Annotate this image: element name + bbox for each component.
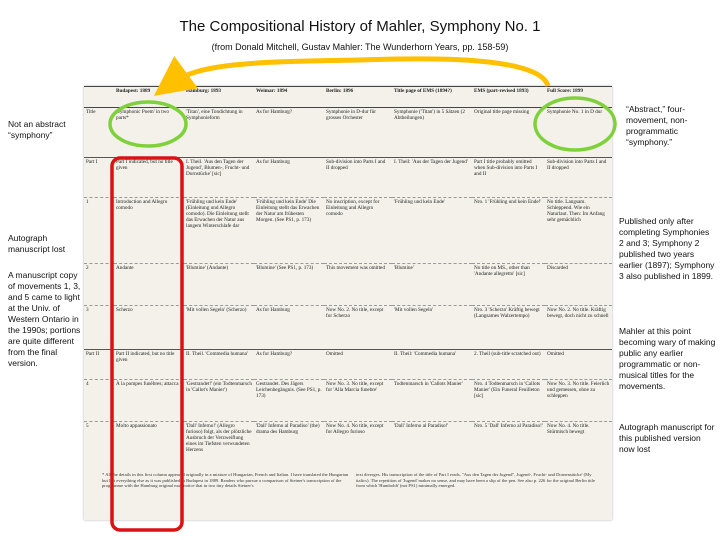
table-cell: Symphonie ('Titan') in 5 Sätzen (2 Abtheilungen) — [394, 109, 465, 121]
table-cell: 'Mit vollen Segeln' — [392, 306, 472, 350]
table-cell: I. Theil: 'Aus der Tagen der Jugend' — [392, 158, 472, 198]
table-cell: Now No. 2. No title. Kräftig bewegt, doch nicht zu schnell — [545, 306, 612, 350]
table-cell: I. Theil. 'Aus den Tagen der Jugend', Blumen-, Frucht- und Dornstücke' [sic] — [184, 158, 254, 198]
note-autograph-lost: Autograph manuscript lost — [8, 233, 66, 254]
page-subtitle: (from Donald Mitchell, Gustav Mahler: The Wunderhorn Years, pp. 158-59) — [211, 42, 509, 52]
header-cell-berlin: Berlin: 1896 — [324, 87, 392, 108]
table-cell: This movement was omitted — [324, 264, 392, 306]
table-cell: Sub-division into Parts I and II dropped — [324, 158, 392, 198]
table-cell: 'Frühling und kein Ende' Die Einleitung stellt das Erwachen der Natur am frühesten Morgen. (See PS1, p. 173) — [254, 198, 324, 264]
table-cell: As for Hamburg — [254, 306, 324, 350]
row-label: Title — [86, 109, 96, 115]
header-cell-title-page: Title page of EMS (1894?) — [392, 87, 472, 108]
table-cell: Nro. 1 'Frühling und kein Ende!' — [472, 198, 545, 264]
table-cell: Nro. 4 Todtenmarsch in 'Callots Manier' (Ein Funeral Feuilleton [sic] — [472, 380, 545, 422]
arrow-curve — [170, 59, 548, 86]
table-cell: 'Dall' Inferno al Paradiso!' — [392, 422, 472, 478]
row-label: Part II — [84, 350, 114, 380]
table-cell: Part I title probably omitted when Sub-division into Parts I and II — [472, 158, 545, 198]
table-cell: As for Hamburg? — [254, 350, 324, 380]
table-cell: Nro. 5 'Dall' Inferno al Paradiso!' — [472, 422, 545, 478]
table-cell: Now No. 4. No title, except for Allegro furioso — [324, 422, 392, 478]
table-cell: 'Dall' Inferno!' (Allegro furioso) folgt, als der plötzliche Ausbruch der Verzweiflung eines im Tiefsten verwundeten Herzens — [184, 422, 254, 478]
table-cell: À la pompes funèbres; attacca — [114, 380, 184, 422]
table-cell: Introduction and Allegro comodo — [114, 198, 184, 264]
header-cell-weimar: Weimar: 1894 — [254, 87, 324, 108]
note-manuscript-copy: A manuscript copy of movements 1, 3, and 5 came to light at the Univ. of Western Ontario in the 1990s; portions are quite different from the final version. — [8, 270, 81, 368]
table-cell: Now No. 2. No title, except for Scherzo — [324, 306, 392, 350]
table-cell: Omitted — [545, 350, 612, 380]
table-cell: Sub-division into Parts I and II dropped — [545, 158, 612, 198]
row-label: 2 — [84, 264, 114, 306]
note-mahler-wary: Mahler at this point becoming wary of making public any earlier programmatic or non-musical titles for the movements. — [619, 326, 716, 391]
table-cell: No title. Langsam. Schleppend. Wie ein Naturlaut. Then: Im Anfang sehr gemächlich — [545, 198, 612, 264]
table-cell: Original title page missing — [474, 109, 530, 115]
table-cell: Part II indicated, but no title given — [114, 350, 184, 380]
table-cell: 'Frühling und kein Ende' (Einleitung und Allegro comodo). Die Einleitung stellt das Erwachen der Natur aus langem Winterschlafe dar — [184, 198, 254, 264]
note-abstract-symphony: “Abstract,” four-movement, non-programmatic “symphony.” — [626, 104, 688, 147]
table-cell: 'Dall' Inferno al Paradiso' (the) drama des Hamburg — [254, 422, 324, 478]
table-cell: 'Mit vollen Segeln' (Scherzo) — [184, 306, 254, 350]
table-cell: II. Theil. 'Commedia humana' — [184, 350, 254, 380]
table-cell: No inscription, except for Einleitung and Allegro comodo — [324, 198, 392, 264]
table-cell: Andante — [114, 264, 184, 306]
table-cell: 2. Theil (sub-title scratched out) — [472, 350, 545, 380]
table-cell: 'Symphonic Poem' in two parts* — [116, 109, 170, 121]
table-cell: Now No. 4. No title. Stürmisch bewegt — [545, 422, 612, 478]
table-cell: No title on MS., other than 'Andante allegretto' [sic] — [472, 264, 545, 306]
table-cell: Gestrandet. Des Jägers Leichenbegängnis. (See PS1, p. 173) — [254, 380, 324, 422]
green-circle-budapest-title — [110, 102, 186, 146]
table-cell: Symphonie in D-dur für grosses Orchester — [326, 109, 376, 121]
page-title: The Compositional History of Mahler, Symphony No. 1 — [179, 18, 541, 35]
note-published-after: Published only after completing Symphonies 2 and 3; Symphony 2 published two years earlier (1897); Symphony 3 also published in 1899. — [619, 216, 715, 281]
table-cell: 'Titan', eine Tondichtung in Symphonieform — [186, 109, 243, 121]
header-cell-full-score: Full Score: 1899 — [545, 87, 612, 108]
table-cell: 'Blumine' — [392, 264, 472, 306]
table-cell: Now No. 3. No title. Feierlich und gemessen, ohne zu schleppen — [545, 380, 612, 422]
note-autograph-now-lost: Autograph manuscript for this published version now lost — [619, 422, 715, 454]
row-label: 3 — [84, 306, 114, 350]
footnote-left: * All the details in this first column appeared originally in a mixture of Hungarian, French and Italian. I have translated the Hungarian but left everything else as it was published in Budapest in 1889. Readers who pursue a comparison of Steiner's transcription of the programme with the Hamburg original may notice that in two tiny details Steiner's — [102, 472, 349, 489]
header-cell-ems: EMS (part-revised 1893) — [472, 87, 545, 108]
table-cell: 'Frühling und kein Ende' — [392, 198, 472, 264]
table-cell: Now No. 3. No title, except for 'Alla Marcia funebre' — [324, 380, 392, 422]
footnote-right: text diverges. His transcription of the title of Part I reads, "Aus den Tagen der Jugend", Jugend-, Frucht- und Dornenstücke' (My italics). The repetition of 'Jugend' makes no sense, and may have been a slip of the pen. See also p. 226 for the original Berlin title from which 'Humboldt' (not PS1) minimally emerged. — [356, 472, 595, 489]
row-label: 1 — [84, 198, 114, 264]
table-cell: II. Theil: 'Commedia humana' — [392, 350, 472, 380]
table-cell: Symphonie No. 1 in D dur — [547, 109, 603, 115]
table-cell: 'Blumine' (Andante) — [184, 264, 254, 306]
table-cell: As for Hamburg — [254, 158, 324, 198]
table-cell: Part I indicated, but no title given — [114, 158, 184, 198]
table-cell: Todtenmarsch in 'Callots Manier' — [392, 380, 472, 422]
table-cell: Discarded — [545, 264, 612, 306]
table-cell: 'Gestrandet!' (ein Todtenmarsch in 'Callot's Manier') — [184, 380, 254, 422]
header-cell-hamburg: Hamburg: 1893 — [184, 87, 254, 108]
header-cell-budapest: Budapest: 1889 — [114, 87, 184, 108]
table-cell: As for Hamburg? — [256, 109, 293, 115]
table-cell: Nro. 3 'Scherzo' Kräftig bewegt (Langsames Walzertempo) — [472, 306, 545, 350]
red-box-budapest-column — [112, 158, 182, 530]
row-label: 5 — [84, 422, 114, 478]
row-label: 4 — [84, 380, 114, 422]
table-cell: 'Blumine' (See PS1, p. 173) — [254, 264, 324, 306]
note-not-abstract: Not an abstract “symphony” — [8, 119, 66, 140]
table-cell: Omitted — [324, 350, 392, 380]
table-cell: Molto appassionato — [114, 422, 184, 478]
table-cell: Scherzo — [114, 306, 184, 350]
row-label: Part I — [84, 158, 114, 198]
green-circle-full-score-title — [535, 98, 615, 150]
